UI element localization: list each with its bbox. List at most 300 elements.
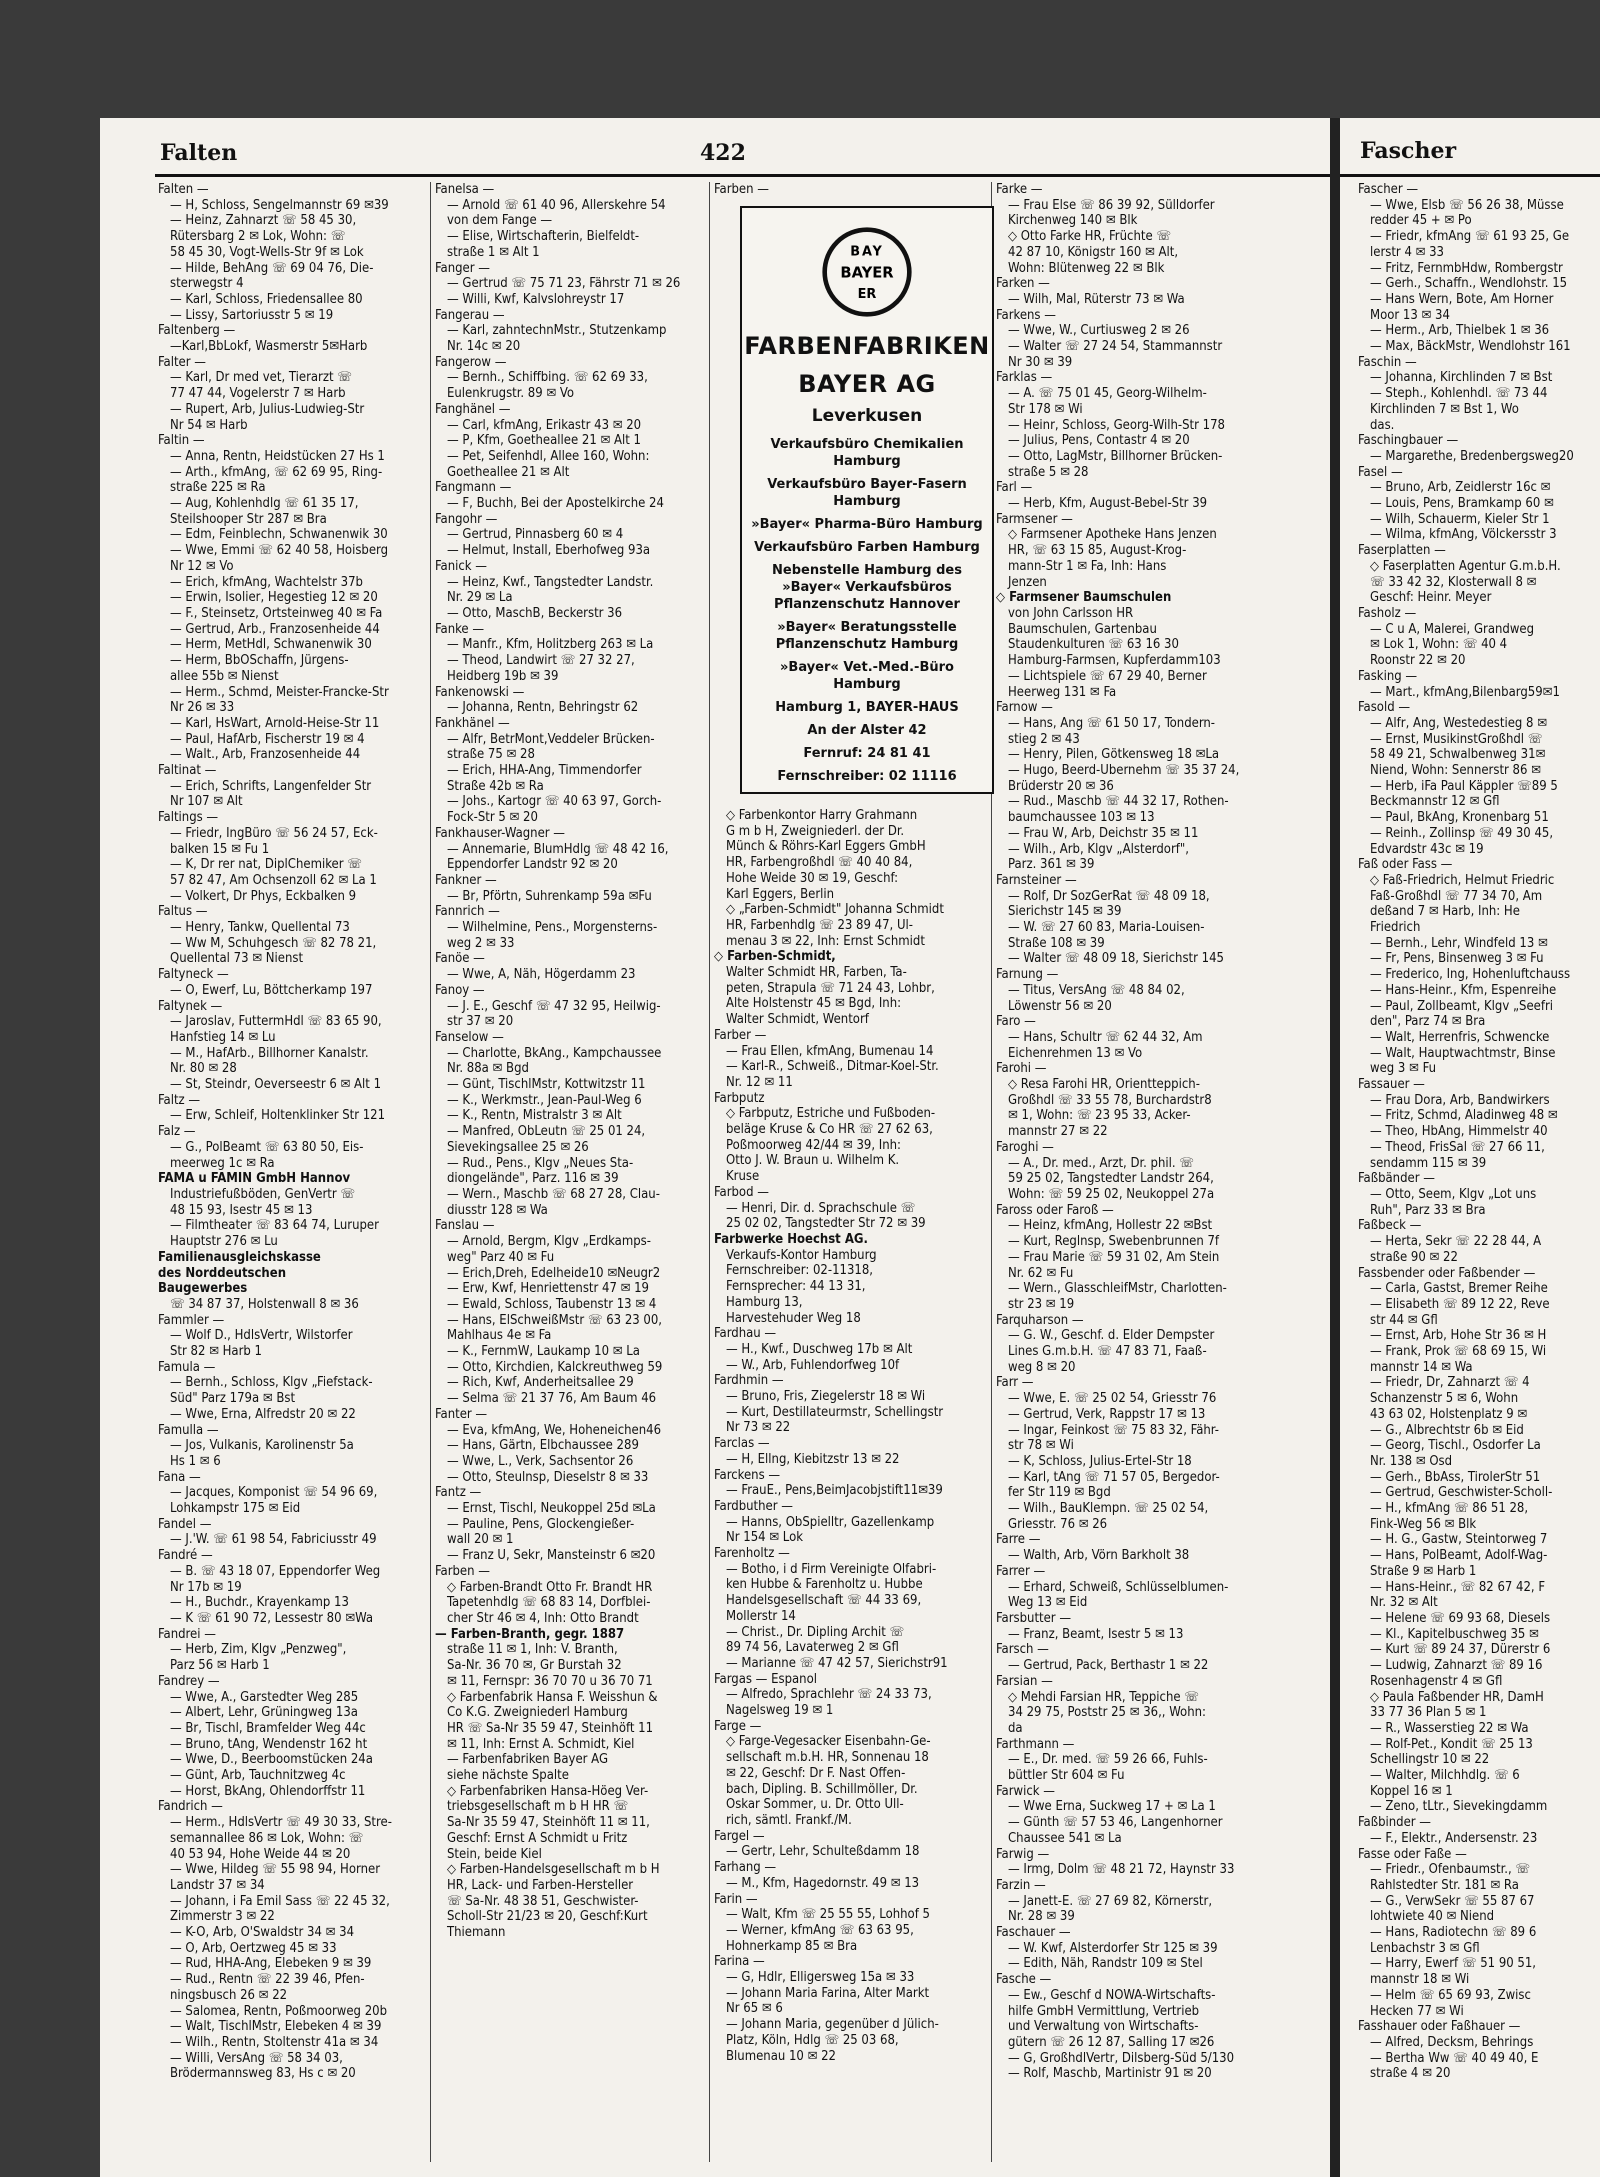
list-item: Rütersbarg 2 ✉ Lok, Wohn: ☏ [170,229,346,245]
list-item: Nr. 14c ✉ 20 [447,339,521,355]
list-item: weg 8 ✉ 20 [1008,1359,1076,1375]
list-item: das. [1370,417,1395,433]
list-item: diusstr 128 ✉ Wa [447,1202,548,1218]
list-item: 48 15 93, Isestr 45 ✉ 13 [170,1202,313,1218]
list-item: Tapetenhdlg ☏ 68 83 14, Dorfblei- [447,1595,651,1611]
list-item: Nagelsweg 19 ✉ 1 [726,1703,834,1719]
list-item: cher Str 46 ✉ 4, Inh: Otto Brandt [447,1610,639,1626]
list-item: HR, Farbengroßhdl ☏ 40 40 84, [726,855,913,871]
entry-heading: Farnsteiner — [996,872,1077,888]
list-item: — Steph., Kohlenhdl. ☏ 73 44 [1370,386,1548,402]
entry-heading: Fargas — Espanol [714,1671,817,1687]
list-item: Landstr 37 ✉ 34 [170,1877,265,1893]
list-item: Steilshooper Str 287 ✉ Bra [170,511,327,527]
list-item: — Rolf-Pet., Kondit ☏ 25 13 [1370,1736,1533,1752]
list-item: Hanfstieg 14 ✉ Lu [170,1029,276,1045]
list-item: — W., Arb, Fuhlendorfweg 10f [726,1357,900,1373]
list-item: — Walter ☏ 48 09 18, Sierichstr 145 [1008,951,1224,967]
list-item: — Rich, Kwf, Anderheitsallee 29 [447,1375,634,1391]
list-item: —Karl,BbLokf, Wasmerstr 5✉Harb [170,339,368,355]
entry-heading: Farben — [714,182,769,197]
list-item: — Henri, Dir. d. Sprachschule ☏ [726,1200,916,1216]
list-item: — Erich, Schrifts, Langenfelder Str [170,778,372,794]
list-item: mannstr 18 ✉ Wi [1370,1972,1470,1988]
list-item: — Reinh., Zollinsp ☏ 49 30 45, [1370,825,1554,841]
list-item: 25 02 02, Tangstedter Str 72 ✉ 39 [726,1216,926,1232]
ad-office-list [742,436,992,785]
entry-heading: Farnung — [996,967,1059,983]
list-item: — Hugo, Beerd-Übernehm ☏ 35 37 24, [1008,763,1240,779]
list-item: Lines G.m.b.H. ☏ 47 83 71, Faaß- [1008,1344,1207,1360]
entry-heading: Faltenberg — [158,323,236,339]
entry-heading: Fandrei — [158,1626,216,1642]
list-item: fer Str 119 ✉ Bgd [1008,1485,1111,1501]
list-item: — Wilh, Mal, Rüterstr 73 ✉ Wa [1008,291,1185,307]
list-item: — Herb, Kfm, August-Bebel-Str 39 [1008,496,1208,512]
list-item: Mahlhaus 4e ✉ Fa [447,1328,552,1344]
list-item: bach, Dipling. B. Schillmöller, Dr. [726,1781,918,1797]
list-item: — Erw, Kwf, Henriettenstr 47 ✉ 19 [447,1281,649,1297]
list-item: — Farben-Branth, gegr. 1887 [435,1626,625,1642]
ad-company-name-1: FARBENFABRIKEN [744,332,990,360]
ad-line: Hamburg 1, BAYER-HAUS [775,700,959,715]
entry-heading: Farr — [996,1375,1034,1391]
list-item: Großhdl ☏ 33 55 78, Burchardstr8 [1008,1092,1212,1108]
list-item: — K., FernmW, Laukamp 10 ✉ La [447,1344,640,1360]
list-item: 42 87 10, Königstr 160 ✉ Alt, [1008,244,1179,260]
list-item: str 78 ✉ Wi [1008,1438,1074,1454]
list-item: Lenbachstr 3 ✉ Gfl [1370,1940,1480,1956]
entry-heading: Fankner — [435,872,497,888]
list-item: 43 63 02, Holstenplatz 9 ✉ [1370,1406,1528,1422]
entry-heading: Fangerau — [435,307,505,323]
list-item: — Alfr, BetrMont,Veddeler Brücken- [447,731,655,747]
list-item: 57 82 47, Am Ochsenzoll 62 ✉ La 1 [170,872,377,888]
list-item: — G., VerwSekr ☏ 55 87 67 [1370,1893,1535,1909]
list-item: Roonstr 22 ✉ 20 [1370,653,1466,669]
list-item: — M., HafArb., Billhorner Kanalstr. [170,1045,369,1061]
list-item: — Johann Maria Farina, Alter Markt [726,1985,930,2001]
list-item: — Manfred, ObLeutn ☏ 25 01 24, [447,1124,646,1140]
list-item: Kirchlinden 7 ✉ Bst 1, Wo [1370,401,1519,417]
ad-line: Fernruf: 24 81 41 [803,746,931,761]
list-item: — Hans, Gärtn, Elbchaussee 289 [447,1438,639,1454]
ad-line: Verkaufsbüro Chemikalien Hamburg [770,437,964,469]
list-item: sterwegstr 4 [170,276,244,292]
list-item: — Walt, Herrenfris, Schwencke [1370,1029,1550,1045]
entry-heading: Faroghi — [996,1139,1054,1155]
list-item: ◇ Farbputz, Estriche und Fußboden- [726,1106,936,1122]
ad-line: An der Alster 42 [807,723,927,738]
list-item: Geschf: Ernst A Schmidt u Fritz [447,1830,628,1846]
list-item: — Erwin, Isolier, Hegestieg 12 ✉ 20 [170,590,378,606]
list-item: — K., Rentn, Mistralstr 3 ✉ Alt [447,1108,622,1124]
list-item: — Wwe, E. ☏ 25 02 54, Griesstr 76 [1008,1391,1217,1407]
entry-heading: Farber — [714,1027,767,1043]
list-item: von dem Fange — [447,213,553,229]
list-item: str 44 ✉ Gfl [1370,1312,1438,1328]
list-item: Platz, Köln, Hdlg ☏ 25 03 68, [726,2032,899,2048]
list-item: — Kurt, Reglnsp, Swebenbrunnen 7f [1008,1234,1220,1250]
list-item: Nr. 62 ✉ Fu [1008,1265,1074,1281]
entry-heading: Faßbinder — [1358,1815,1432,1831]
list-item: — Ludwig, Zahnarzt ☏ 89 16 [1370,1658,1543,1674]
list-item: — Otto, Kirchdien, Kalckreuthweg 59 [447,1359,663,1375]
list-item: Staudenkulturen ☏ 63 16 30 [1008,637,1179,653]
entry-heading: Fasholz — [1358,605,1417,621]
list-item: — Willi, VersAng ☏ 58 34 03, [170,2050,343,2066]
list-item: str 23 ✉ 19 [1008,1296,1075,1312]
list-item: — Günt, Arb, Tauchnitzweg 4c [170,1768,346,1784]
list-item: — Wwe, D., Beerboomstücken 24a [170,1752,373,1768]
entry-heading: Fasold — [1358,700,1411,716]
entry-heading: Fanter — [435,1406,488,1422]
list-item: Nr. 138 ✉ Osd [1370,1453,1453,1469]
list-item: ◇ Faß-Friedrich, Helmut Friedric [1370,872,1555,888]
list-item: baumchaussee 103 ✉ 13 [1008,810,1155,826]
list-item: — Volkert, Dr Phys, Eckbalken 9 [170,888,357,904]
list-item: Walter Schmidt, Wentorf [726,1012,869,1028]
list-item: — Heinr, Schloss, Georg-Wilh-Str 178 [1008,417,1225,433]
list-item: Hamburg-Farmsen, Kupferdamm103 [1008,653,1221,669]
list-item: — Alfred, Decksm, Behrings [1370,2034,1534,2050]
list-item: Rahlstedter Str. 181 ✉ Ra [1370,1877,1519,1893]
list-item: — Botho, i d Firm Vereinigte Ölfabri- [726,1561,937,1577]
list-item: — Br, Pförtn, Suhrenkamp 59a ✉Fu [447,888,652,904]
list-item: — Karl, HsWart, Arnold-Heise-Str 11 [170,715,380,731]
entry-heading: Farckens — [714,1467,781,1483]
list-item: straße 90 ✉ 22 [1370,1249,1458,1265]
list-item: rich, sämtl. Frankf./M. [726,1813,852,1828]
list-item: — Walter, Milchhdlg. ☏ 6 [1370,1768,1520,1784]
entry-heading: Farge — [714,1718,762,1734]
list-item: — Gertrud, Arb., Franzosenheide 44 [170,621,380,637]
entry-heading: Faschingbauer — [1358,433,1459,449]
list-item: — F, Buchh, Bei der Apostelkirche 24 [447,496,664,512]
list-item: Oskar Sommer, u. Dr. Otto Ull- [726,1797,904,1813]
list-item: — Wwe, L., Verk, Sachsentor 26 [447,1453,634,1469]
bayer-cross-logo-icon [821,226,913,318]
list-item: Griesstr. 76 ✉ 26 [1008,1516,1108,1532]
list-item: — Rud., Rentn ☏ 22 39 46, Pfen- [170,1972,365,1988]
list-item: — H., kfmAng ☏ 86 51 28, [1370,1501,1529,1517]
entry-heading: Falz — [158,1124,196,1140]
ad-city: Leverkusen [811,406,923,426]
list-item: HR, Lack- und Farben-Hersteller [447,1877,634,1893]
list-item: — Horst, BkAng, Ohlendorffstr 11 [170,1783,366,1799]
list-item: — Marianne ☏ 47 42 57, Sierichstr91 [726,1655,948,1671]
list-item: Alte Holstenstr 45 ✉ Bgd, Inh: [726,996,902,1012]
list-item: Otto J. W. Braun u. Wilhelm K. [726,1153,900,1169]
list-item: Kruse [726,1169,760,1185]
list-item: Parz. 361 ✉ 39 [1008,857,1095,873]
list-item: — Frau W, Arb, Deichstr 35 ✉ 11 [1008,825,1199,841]
list-item: — Bruno, Arb, Zeidlerstr 16c ✉ [1370,480,1551,496]
entry-heading: Farke — [996,182,1043,197]
list-item: — Friedr., Ofenbaumstr., ☏ [1370,1862,1531,1878]
list-item: — Henry, Pilen, Götkensweg 18 ✉La [1008,747,1220,763]
entry-heading: Faserplatten — [1358,543,1446,559]
list-item: straße 225 ✉ Ra [170,480,266,496]
list-item: — Hans Wern, Bote, Am Horner [1370,291,1554,307]
list-item: Fink-Weg 56 ✉ Blk [1370,1516,1477,1532]
list-item: — Henry, Tankw, Quellental 73 [170,920,350,936]
list-item: Nr 12 ✉ Vo [170,558,234,574]
entry-heading: Fasel — [1358,464,1403,480]
list-item: — K-O, Arb, O'Swaldstr 34 ✉ 34 [170,1925,355,1941]
list-item: — Johanna, Rentn, Behringstr 62 [447,700,639,716]
list-item: — Herm., HdlsVertr ☏ 49 30 33, Stre- [170,1815,392,1831]
list-item: semannallee 86 ✉ Lok, Wohn: ☏ [170,1830,364,1846]
list-item: — Gertrud, Pinnasberg 60 ✉ 4 [447,527,624,543]
ad-company-name-2: BAYER AG [798,370,936,398]
list-item: straße 5 ✉ 28 [1008,464,1089,480]
list-item: Familienausgleichskasse [158,1249,321,1265]
list-item: siehe nächste Spalte [447,1768,569,1784]
list-item: — Rud., Pens., Klgv „Neues Sta- [447,1155,634,1171]
entry-heading: Farenholtz — [714,1546,790,1562]
list-item: — Farbenfabriken Bayer AG [447,1752,609,1768]
list-item: Thiemann [447,1925,506,1941]
list-item: — Frau Else ☏ 86 39 92, Sülldorfer [1008,197,1215,213]
entry-heading: Farnow — [996,700,1053,716]
list-item: — Wilh., Arb, Klgv „Alsterdorf", [1008,841,1189,857]
list-item: HR, ☏ 63 15 85, August-Krog- [1008,543,1187,559]
entry-heading: Fanghänel — [435,401,511,417]
list-item: Hecken 77 ✉ Wi [1370,2003,1464,2019]
list-item: Straße 9 ✉ Harb 1 [1370,1563,1477,1579]
list-item: — Eva, kfmAng, We, Hoheneichen46 [447,1422,662,1438]
list-item: — Pauline, Pens, Glockengießer- [447,1516,635,1532]
entry-heading: Fanoy — [435,982,485,998]
list-item: — C u A, Malerei, Grandweg [1370,621,1535,637]
list-item: — Rolf, Dr SozGerRat ☏ 48 09 18, [1008,888,1210,904]
list-item: — Franz, Beamt, Isestr 5 ✉ 13 [1008,1626,1184,1642]
entry-heading: Faltz — [158,1092,201,1108]
entry-heading: Farbputz [714,1090,765,1106]
list-item: ◇ Farben-Schmidt, [714,949,836,965]
list-item: — G., PolBeamt ☏ 63 80 50, Eis- [170,1139,364,1155]
list-item: — Kl., Kapitelbuschweg 35 ✉ [1370,1626,1539,1642]
entry-heading: Faschin — [1358,354,1417,370]
list-item: Nr. 88a ✉ Bgd [447,1061,529,1077]
list-item: weg" Parz 40 ✉ Fu [447,1249,555,1265]
list-item: — Hans-Heinr., Kfm, Espenreihe [1370,982,1557,998]
list-item: ✉ Lok 1, Wohn: ☏ 40 4 [1370,637,1508,653]
list-item: — Louis, Pens, Bramkamp 60 ✉ [1370,496,1554,512]
list-item: — M., Kfm, Hagedornstr. 49 ✉ 13 [726,1875,920,1891]
list-item: des Norddeutschen [158,1265,287,1281]
list-item: Heerweg 131 ✉ Fa [1008,684,1117,700]
list-item: — Gertrud, Geschwister-Scholl- [1370,1485,1553,1501]
list-item: — Rupert, Arb, Julius-Ludwieg-Str [170,401,365,417]
list-item: — Erich,Dreh, Edelheide10 ✉Neugr2 [447,1265,661,1281]
entry-heading: Farthmann — [996,1736,1075,1752]
list-item: — G. W., Geschf. d. Elder Dempster [1008,1328,1215,1344]
entry-heading: Fanselow — [435,1029,504,1045]
list-item: — H, Schloss, Sengelmannstr 69 ✉39 [170,197,389,213]
list-item: Eichenrehmen 13 ✉ Vo [1008,1045,1143,1061]
list-item: — Elise, Wirtschafterin, Bielfeldt- [447,229,640,245]
list-item: Moor 13 ✉ 34 [1370,307,1450,323]
page-number: 422 [700,140,746,166]
entry-heading: Falter — [158,354,206,370]
list-item: Sievekingsallee 25 ✉ 26 [447,1139,589,1155]
svg-text:BAYER: BAYER [840,264,894,282]
list-item: — Pet, Seifenhdl, Allee 160, Wohn: [447,448,650,464]
list-item: — Ww M, Schuhgesch ☏ 82 78 21, [170,935,377,951]
list-item: — Herb, Zim, Klgv „Penzweg", [170,1642,347,1658]
list-item: Hamburg 13, [726,1294,803,1310]
list-item: sendamm 115 ✉ 39 [1370,1155,1487,1171]
list-item: — K ☏ 61 90 72, Lessestr 80 ✉Wa [170,1610,373,1626]
list-item: Brödermannsweg 83, Hs c ✉ 20 [170,2066,356,2082]
entry-heading: Fasche — [996,1972,1052,1988]
entry-heading: Farwick — [996,1783,1055,1799]
directory-page [100,118,1330,2177]
list-item: — Zeno, tLtr., Sievekingdamm [1370,1799,1548,1815]
list-item: — Herm, BbOSchaffn, Jürgens- [170,653,349,669]
list-item: Handelsgesellschaft ☏ 44 33 69, [726,1593,922,1609]
list-item: Zimmerstr 3 ✉ 22 [170,1909,275,1925]
list-item: HR, Farbenhdlg ☏ 23 89 47, Ul- [726,917,913,933]
scan-border [0,0,1600,118]
list-item: — Helm ☏ 65 69 93, Zwisc [1370,1987,1531,2003]
entry-heading: Farquharson — [996,1312,1084,1328]
list-item: — Bernh., Schloss, Klgv „Fiefstack- [170,1375,373,1391]
list-item: lohtwiete 40 ✉ Niend [1370,1909,1495,1925]
list-item: Nr. 80 ✉ 28 [170,1061,237,1077]
list-item: — Edm, Feinblechn, Schwanenwik 30 [170,527,388,543]
list-item: — Hilde, BehAng ☏ 69 04 76, Die- [170,260,374,276]
list-item: Eppendorfer Landstr 92 ✉ 20 [447,857,618,873]
list-item: — Kurt, Destillateurmstr, Schellingstr [726,1404,944,1420]
list-item: — Wwe, Erna, Alfredstr 20 ✉ 22 [170,1406,356,1422]
list-item: — Gertrud, Verk, Rappstr 17 ✉ 13 [1008,1406,1206,1422]
list-item: — W. Kwf, Alsterdorfer Str 125 ✉ 39 [1008,1940,1218,1956]
list-item: 77 47 44, Vogelerstr 7 ✉ Harb [170,386,346,402]
list-item: Industriefußböden, GenVertr ☏ [170,1187,355,1202]
list-item: Lohkampstr 175 ✉ Eid [170,1501,301,1517]
entry-heading: Famula — [158,1359,216,1375]
list-item: — Helene ☏ 69 93 68, Diesels [1370,1610,1551,1626]
column-2 [435,182,711,1941]
list-item: Fock-Str 5 ✉ 20 [447,810,538,826]
list-item: — Ernst, MusikinstGroßhdl ☏ [1370,731,1543,747]
list-item: — Lichtspiele ☏ 67 29 40, Berner [1008,668,1207,684]
list-item: — Max, BäckMstr, Wendlohstr 161 [1370,339,1571,355]
list-item: straße 4 ✉ 20 [1370,2066,1451,2082]
entry-heading: Fankhänel — [435,715,510,731]
entry-heading: Faltynek — [158,998,223,1014]
list-item: — Otto, LagMstr, Billhorner Brücken- [1008,448,1223,464]
list-item: Walter Schmidt HR, Farben, Ta- [726,965,907,981]
list-item: ✉ 22, Geschf: Dr F. Nast Offen- [726,1765,906,1781]
list-item: — Helmut, Install, Eberhofweg 93a [447,543,651,559]
entry-heading: Farkens — [996,307,1056,323]
list-item: redder 45 + ✉ Po [1370,213,1472,229]
list-item: — G, Hdlr, Elligersweg 15a ✉ 33 [726,1970,915,1986]
list-item: — Wolf D., HdlsVertr, Wilstorfer [170,1328,353,1344]
entry-heading: Farina — [714,1954,765,1970]
list-item: — Fritz, Schmd, Aladinweg 48 ✉ [1370,1108,1558,1124]
list-item: Sa-Nr 35 59 47, Steinhöft 11 ✉ 11, [447,1815,650,1831]
list-item: — Karl-R., Schweiß., Ditmar-Koel-Str. [726,1059,939,1075]
entry-heading: Fasse oder Faße — [1358,1846,1467,1862]
list-item: Schanzenstr 5 ✉ 6, Wohn [1370,1391,1519,1407]
entry-heading: Farrer — [996,1563,1046,1579]
list-item: — Anna, Rentn, Heidstücken 27 Hs 1 [170,448,385,464]
entry-heading: Fascher — [1358,182,1419,197]
list-item: — Günt, TischlMstr, Kottwitzstr 11 [447,1077,646,1093]
entry-heading: Faltin — [158,433,205,449]
list-item: — Herm., Schmd, Meister-Francke-Str [170,684,389,700]
list-item: da [1008,1720,1023,1736]
list-item: Hs 1 ✉ 6 [170,1453,221,1469]
entry-heading: Fankenowski — [435,684,525,700]
ad-line: Verkaufsbüro Farben Hamburg [754,540,980,555]
list-item: Süd" Parz 179a ✉ Bst [170,1391,296,1407]
list-item: — Paul, Zollbeamt, Klgv „Seefri [1370,998,1554,1014]
list-item: — J.'W. ☏ 61 98 54, Fabriciusstr 49 [170,1532,377,1548]
list-item: — Karl, Schloss, Friedensallee 80 [170,291,363,307]
entry-heading: Faßbänder — [1358,1171,1435,1187]
list-item: lerstr 4 ✉ 33 [1370,244,1444,260]
list-item: Str 178 ✉ Wi [1008,401,1083,417]
list-item: ◇ Resa Farohi HR, Orientteppich- [1008,1077,1200,1093]
entry-heading: Faßbeck — [1358,1218,1422,1234]
header-rule [155,174,1330,177]
entry-heading: Faltings — [158,810,219,826]
list-item: — Theod, FrisSal ☏ 27 66 11, [1370,1139,1545,1155]
list-item: — Otto, MaschB, Beckerstr 36 [447,605,623,621]
list-item: ◇ Farben-Handelsgesellschaft m b H [447,1862,660,1878]
list-item: — Johann Maria, gegenüber d Jülich- [726,2017,939,2033]
facing-column [1358,182,1598,2082]
list-item: gütern ☏ 26 12 87, Salling 17 ✉26 [1008,2034,1215,2050]
list-item: Parz 56 ✉ Harb 1 [170,1658,270,1674]
list-item: — Gertrud, Pack, Berthastr 1 ✉ 22 [1008,1658,1209,1674]
entry-heading: Farken — [996,276,1050,292]
list-item: — Wwe, Hildeg ☏ 55 98 94, Horner [170,1862,381,1878]
list-item: — Margarethe, Bredenbergsweg20 [1370,448,1574,464]
list-item: — Hans, PolBeamt, Adolf-Wag- [1370,1548,1548,1564]
list-item: — Georg, Tischl., Osdorfer La [1370,1438,1541,1454]
list-item: — Bruno, Fris, Ziegelerstr 18 ✉ Wi [726,1389,926,1405]
list-item: — Manfr., Kfm, Holitzberg 263 ✉ La [447,637,654,653]
list-item: mannstr 14 ✉ Wa [1370,1359,1473,1375]
list-item: straße 75 ✉ 28 [447,747,535,763]
list-item: mann-Str 1 ✉ Fa, Inh: Hans [1008,558,1167,574]
list-item: — Walt, Kfm ☏ 25 55 55, Lohhof 5 [726,1907,930,1923]
list-item: Harvestehuder Weg 18 [726,1310,861,1326]
list-item: peten, Strapula ☏ 71 24 43, Lohbr, [726,980,935,996]
list-item: Hohe Weide 30 ✉ 19, Geschf: [726,870,899,886]
entry-heading: Farben — [435,1563,490,1579]
list-item: weg 2 ✉ 33 [447,935,515,951]
list-item: — B. ☏ 43 18 07, Eppendorfer Weg [170,1563,381,1579]
list-item: ◇ Mehdi Farsian HR, Teppiche ☏ [1008,1689,1199,1705]
list-item: und Verwaltung von Wirtschafts- [1008,2019,1199,2035]
list-item: — Frau Ellen, kfmAng, Bumenau 14 [726,1043,934,1059]
entry-heading: Farohi — [996,1061,1047,1077]
list-item: — O, Arb, Oertzweg 45 ✉ 33 [170,1940,337,1956]
list-item: Chaussee 541 ✉ La [1008,1830,1122,1846]
list-item: — Karl, tAng ☏ 71 57 05, Bergedor- [1008,1469,1220,1485]
list-item: — Harry, Ewerf ☏ 51 90 51, [1370,1956,1537,1972]
column-3-heading [714,182,990,198]
entry-heading: Fangmann — [435,480,512,496]
